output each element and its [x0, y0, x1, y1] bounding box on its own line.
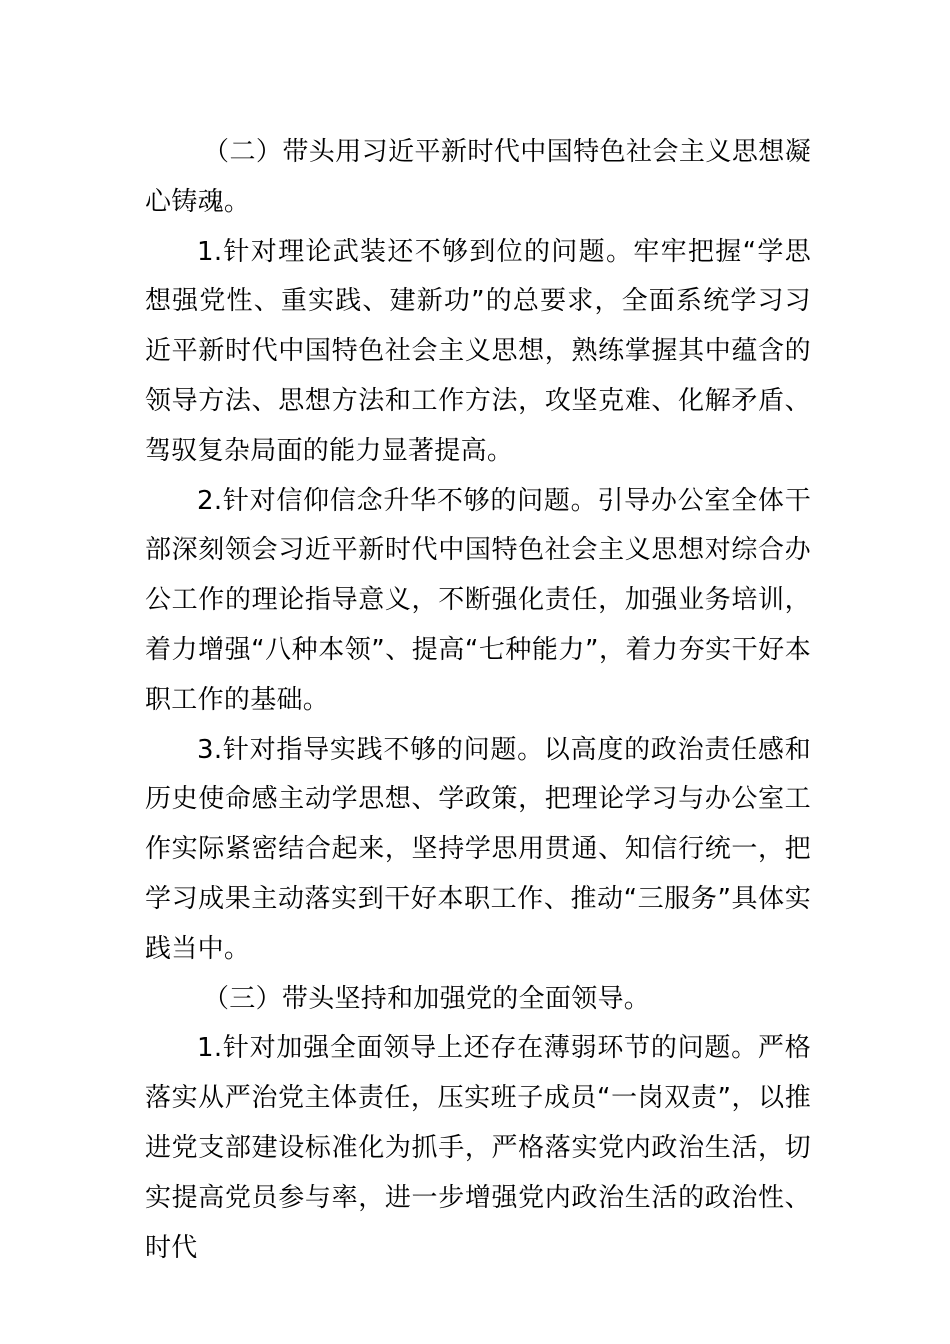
- paragraph-item-2-3: 3.针对指导实践不够的问题。以高度的政治责任感和历史使命感主动学思想、学政策，把理论学习与办公室工作实际紧密结合起来，坚持学思用贯通、知信行统一，把学习成果主动落实到干好本职工作、推动“三服务”具体实践当中。: [145, 734, 811, 964]
- paragraph-item-3-1: 1.针对加强全面领导上还存在薄弱环节的问题。严格落实从严治党主体责任，压实班子成员“一岗双责”，以推进党支部建设标准化为抓手，严格落实党内政治生活，切实提高党员参与率，进一步增强党内政治生活的政治性、时代: [145, 1033, 811, 1263]
- paragraph-item-2-1: 1.针对理论武装还不够到位的问题。牢牢把握“学思想强党性、重实践、建新功”的总要求，全面系统学习习近平新时代中国特色社会主义思想，熟练掌握其中蕴含的领导方法、思想方法和工作方法，攻坚克难、化解矛盾、驾驭复杂局面的能力显著提高。: [145, 236, 811, 466]
- section-heading-2: （二）带头用习近平新时代中国特色社会主义思想凝心铸魂。: [145, 137, 811, 217]
- paragraph-item-2-2: 2.针对信仰信念升华不够的问题。引导办公室全体干部深刻领会习近平新时代中国特色社会主义思想对综合办公工作的理论指导意义，不断强化责任，加强业务培训，着力增强“八种本领”、提高“七种能力”，着力夯实干好本职工作的基础。: [145, 485, 811, 715]
- document-body: [145, 128, 811, 1273]
- section-heading-3: （三）带头坚持和加强党的全面领导。: [203, 983, 651, 1014]
